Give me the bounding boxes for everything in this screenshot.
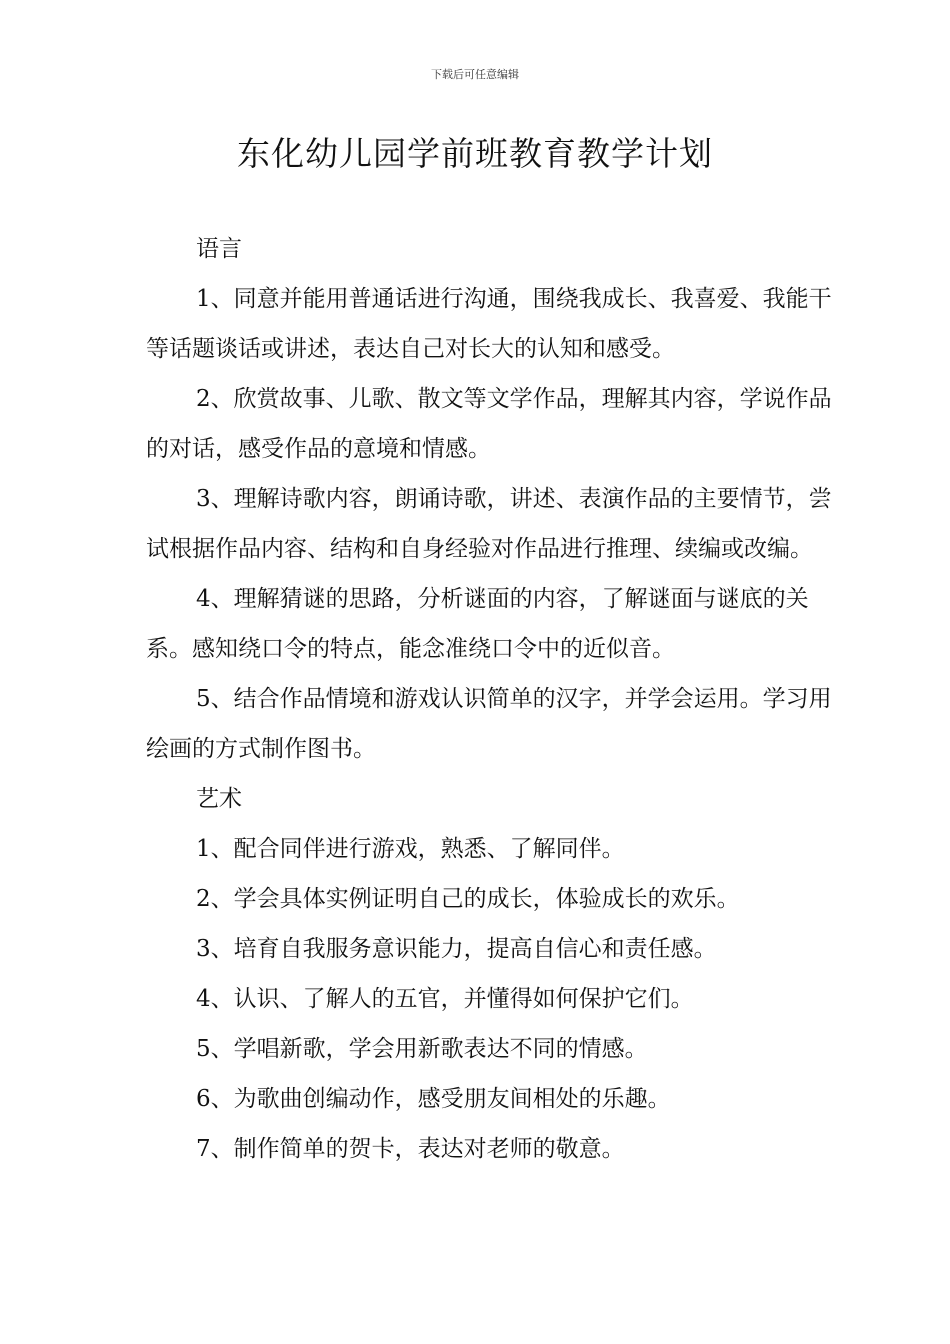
document-body — [146, 224, 836, 1174]
art-item-2: 2、学会具体实例证明自己的成长，体验成长的欢乐。 — [196, 886, 740, 912]
header-note: 下载后可任意编辑 — [431, 68, 519, 81]
language-item-5: 5、结合作品情境和游戏认识简单的汉字，并学会运用。学习用绘画的方式制作图书。 — [146, 686, 832, 762]
art-item-4: 4、认识、了解人的五官，并懂得如何保护它们。 — [196, 986, 694, 1012]
section-heading-art: 艺术 — [196, 786, 242, 812]
art-item-7: 7、制作简单的贺卡，表达对老师的敬意。 — [196, 1136, 625, 1162]
language-item-2: 2、欣赏故事、儿歌、散文等文学作品，理解其内容，学说作品的对话，感受作品的意境和情感。 — [146, 386, 832, 462]
language-item-3: 3、理解诗歌内容，朗诵诗歌，讲述、表演作品的主要情节，尝试根据作品内容、结构和自身经验对作品进行推理、续编或改编。 — [146, 486, 832, 562]
art-item-5: 5、学唱新歌，学会用新歌表达不同的情感。 — [196, 1036, 648, 1062]
art-item-3: 3、培育自我服务意识能力，提高自信心和责任感。 — [196, 936, 717, 962]
art-item-1: 1、配合同伴进行游戏，熟悉、了解同伴。 — [196, 836, 625, 862]
language-item-1: 1、同意并能用普通话进行沟通，围绕我成长、我喜爱、我能干等话题谈话或讲述，表达自己对长大的认知和感受。 — [146, 286, 832, 362]
language-item-4: 4、理解猜谜的思路，分析谜面的内容，了解谜面与谜底的关系。感知绕口令的特点，能念准绕口令中的近似音。 — [146, 586, 809, 662]
section-heading-language: 语言 — [196, 236, 242, 262]
art-item-6: 6、为歌曲创编动作，感受朋友间相处的乐趣。 — [196, 1086, 671, 1112]
document-title: 东化幼儿园学前班教育教学计划 — [237, 134, 713, 173]
